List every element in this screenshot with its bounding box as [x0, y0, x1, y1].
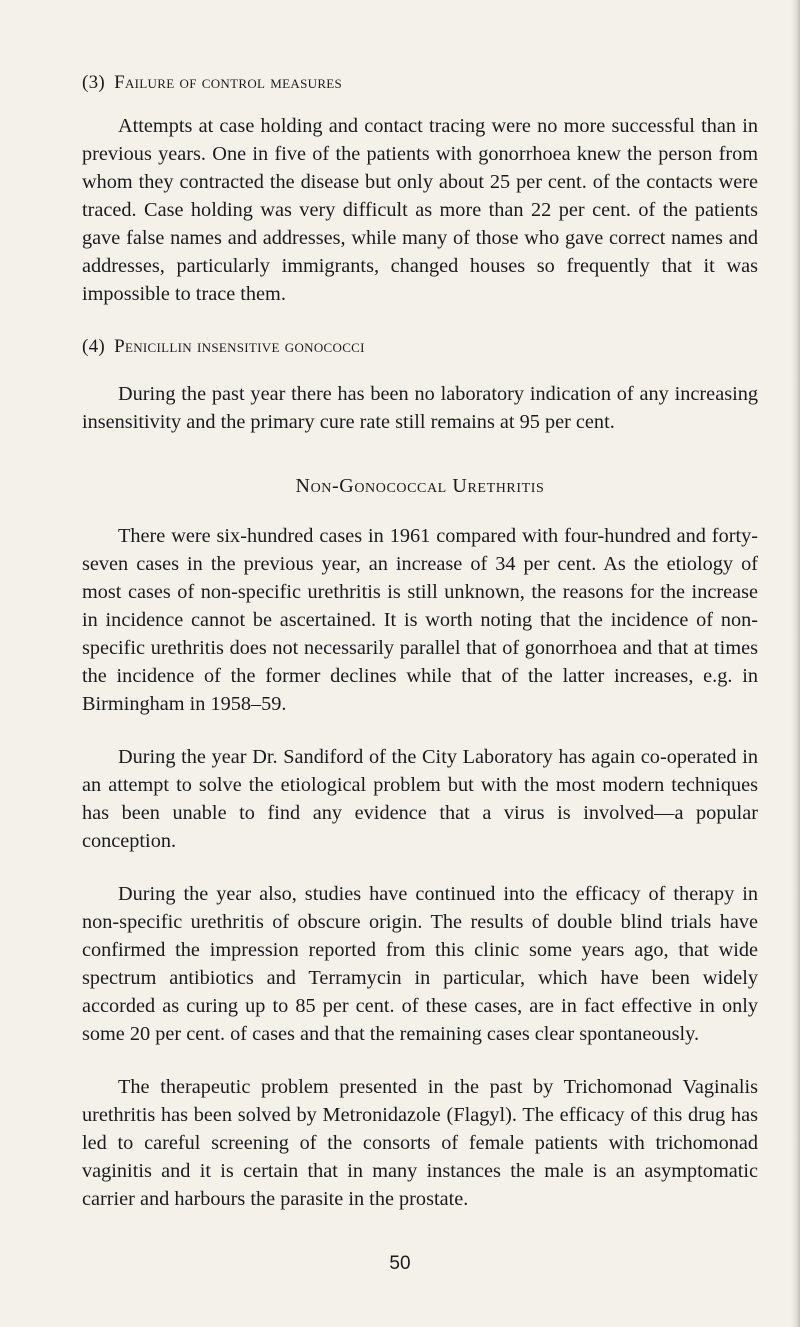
heading-non-gonococcal-urethritis: Non-Gonococcal Urethritis: [295, 475, 545, 497]
paragraph-trichomonad: The therapeutic problem presented in the past by Trichomonad Vaginalis urethritis has been solved by Metronidazole (Flagyl). The efficacy of this drug has led to careful screening of the consorts of female patients with trichomonad vaginitis and it is certain that in many instances the male is an asymptomatic carrier and harbours the parasite in the prostate.: [82, 1076, 758, 1210]
section-title: Failure of control measures: [114, 72, 343, 93]
paragraph-ngu-incidence: There were six-hundred cases in 1961 compared with four-hundred and forty-seven cases in the previous year, an increase of 34 per cent. As the etiology of most cases of non-specific urethritis is still unknown, the reasons for the increase in incidence cannot be ascertained. It is worth noting that the incidence of non-specific urethritis does not necessarily parallel that of gonorrhoea and that at times the incidence of the former declines while that of the latter increases, e.g. in Birmingham in 1958–59.: [82, 525, 758, 715]
paragraph-penicillin-insensitive: During the past year there has been no laboratory indication of any increasing insensitivity and the primary cure rate still remains at 95 per cent.: [82, 383, 758, 433]
section-number: (3): [82, 72, 106, 93]
page-number: 50: [389, 1253, 411, 1274]
section-number: (4): [82, 336, 106, 357]
page-edge-shadow: [791, 0, 800, 1327]
section-heading-failure-of-control: [82, 70, 758, 96]
paragraph-failure-of-control: Attempts at case holding and contact tracing were no more successful than in previous years. One in five of the patients with gonorrhoea knew the person from whom they contracted the disease but only about 25 per cent. of the contacts were traced. Case holding was very difficult as more than 22 per cent. of the patients gave false names and addresses, while many of those who gave correct names and addresses, particularly immigrants, changed houses so frequently that it was impossible to trace them.: [82, 115, 758, 305]
paragraph-ngu-laboratory: During the year Dr. Sandiford of the City Laboratory has again co-operated in an attempt to solve the etiological problem but with the most modern techniques has been unable to find any evidence that a virus is involved—a popular conception.: [82, 746, 758, 852]
section-title: Penicillin insensitive gonococci: [114, 336, 365, 357]
section-heading-penicillin-insensitive: [82, 334, 758, 360]
page-content: [82, 70, 758, 1213]
paragraph-ngu-therapy: During the year also, studies have continued into the efficacy of therapy in non-specific urethritis of obscure origin. The results of double blind trials have confirmed the impression reported from this clinic some years ago, that wide spectrum antibiotics and Terramycin in particular, which have been widely accorded as curing up to 85 per cent. of these cases, are in fact effective in only some 20 per cent. of cases and that the remaining cases clear spontaneously.: [82, 883, 758, 1045]
